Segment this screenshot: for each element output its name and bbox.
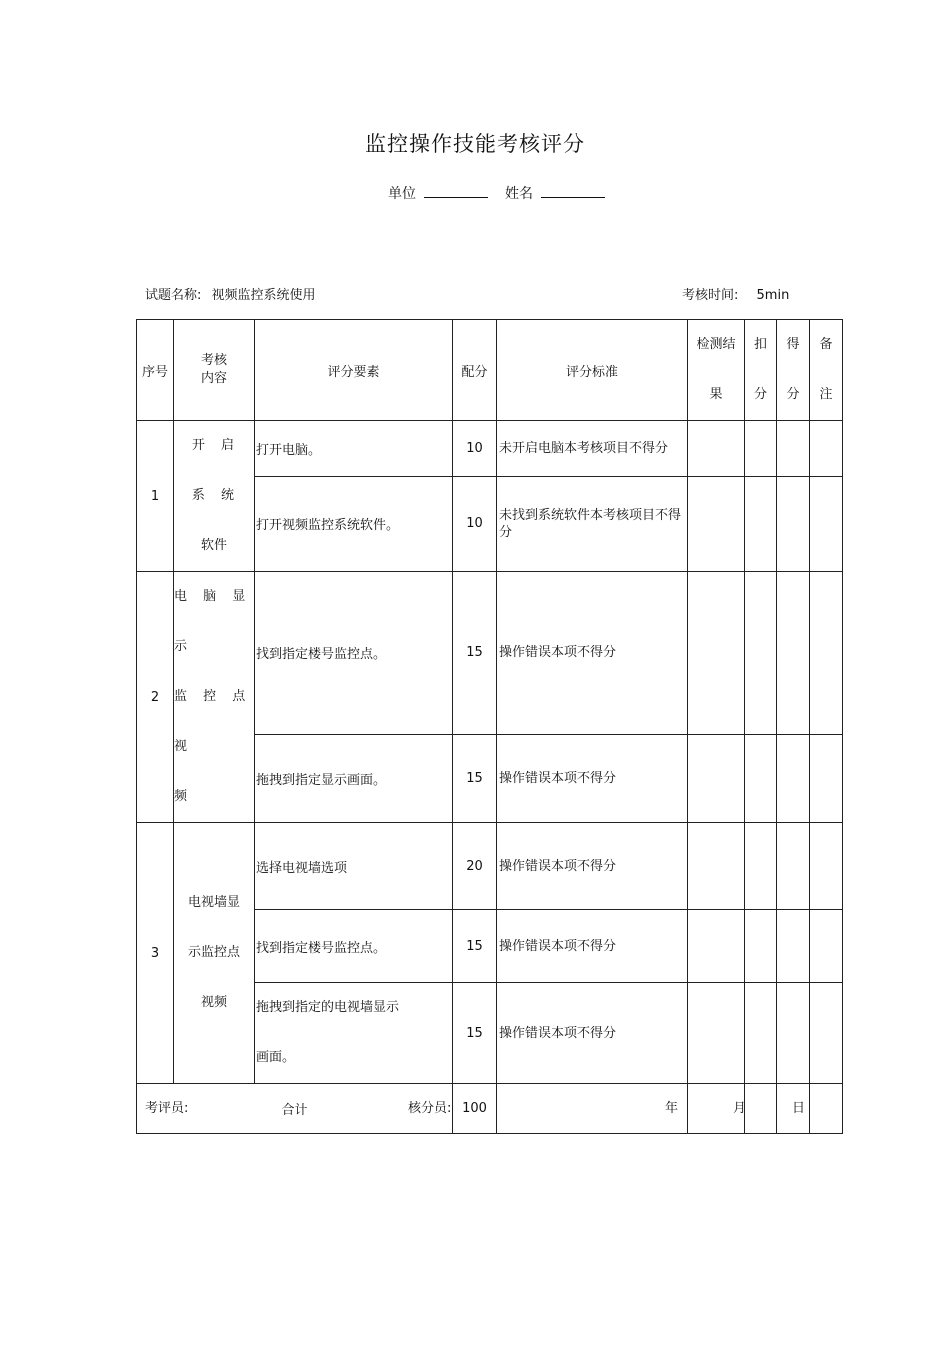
checker-label: 核分员: [408,1101,452,1116]
cell-remark[interactable] [810,572,843,735]
row-element: 选择电视墙选项 [255,823,453,910]
unit-field [388,183,488,203]
row-element: 打开视频监控系统软件。 [255,476,453,572]
name-blank[interactable] [541,183,605,198]
exam-name [145,284,316,303]
group-seq: 1 [137,421,174,572]
cell-deduct[interactable] [745,572,777,735]
header-standard: 评分标准 [497,320,688,421]
group-content-line: 开 启 系 统 [191,438,241,503]
header-remark-line: 注 [819,387,833,402]
header-remark-line: 备 [819,337,833,352]
header-score [777,320,810,421]
row-element: 拖拽到指定显示画面。 [255,734,453,822]
cell-remark[interactable] [810,1084,843,1134]
group-content-line: 视频 [200,995,227,1010]
cell-deduct[interactable] [745,734,777,822]
header-score-line: 分 [786,387,800,402]
row-standard: 操作错误本项不得分 [497,734,688,822]
evaluator-label: 考评员: [145,1101,189,1116]
header-content [174,320,255,421]
unit-blank[interactable] [424,183,488,198]
row-element-line: 拖拽到指定的电视墙显示 [256,1000,400,1015]
exam-time-label: 考核时间: [682,288,739,303]
group-content-line: 软件 [200,538,227,553]
cell-score[interactable] [777,910,810,983]
row-element: 找到指定楼号监控点。 [255,572,453,735]
row-points: 10 [453,476,497,572]
total-standard [497,1084,688,1134]
row-standard: 操作错误本项不得分 [497,983,688,1084]
row-standard: 操作错误本项不得分 [497,823,688,910]
row-points: 15 [453,734,497,822]
cell-remark[interactable] [810,983,843,1084]
row-standard: 未开启电脑本考核项目不得分 [497,421,688,477]
name-field [505,183,605,203]
exam-time [682,284,789,303]
cell-remark[interactable] [810,476,843,572]
cell-score[interactable] [777,734,810,822]
row-element: 找到指定楼号监控点。 [255,910,453,983]
row-points: 15 [453,910,497,983]
table-row [137,823,843,910]
group-content-line: 监 控 点 视 [174,689,252,754]
row-element-line: 画面。 [256,1050,296,1065]
exam-name-value: 视频监控系统使用 [211,288,316,303]
cell-score[interactable] [777,572,810,735]
row-points: 15 [453,572,497,735]
group-content [174,421,255,572]
exam-time-value: 5min [756,288,790,303]
cell-deduct[interactable] [745,983,777,1084]
header-detect-line: 果 [709,387,723,402]
cell-detect[interactable] [688,823,745,910]
group-content-line: 电 脑 显 示 [174,589,252,654]
cell-score[interactable] [777,421,810,477]
row-standard: 未找到系统软件本考核项目不得分 [497,476,688,572]
group-content-line: 频 [174,789,188,804]
group-content [174,823,255,1084]
table-row [137,572,843,735]
header-remark [810,320,843,421]
row-element: 打开电脑。 [255,421,453,477]
group-content-line: 示监控点 [187,945,240,960]
header-deduct-line: 扣 [753,337,767,352]
cell-score[interactable] [777,983,810,1084]
group-seq: 3 [137,823,174,1084]
cell-remark[interactable] [810,910,843,983]
header-deduct-line: 分 [753,387,767,402]
row-element [255,983,453,1084]
cell-deduct[interactable] [745,910,777,983]
header-content-line: 内容 [200,371,227,386]
cell-deduct[interactable] [745,1084,777,1134]
header-content-line: 考核 [200,353,227,368]
page-title: 监控操作技能考核评分 [365,132,585,156]
group-content [174,572,255,823]
year-label: 年 [665,1101,679,1116]
row-points: 10 [453,421,497,477]
header-row [137,320,843,421]
table-row [137,421,843,477]
header-detect [688,320,745,421]
header-deduct [745,320,777,421]
header-element: 评分要素 [255,320,453,421]
cell-remark[interactable] [810,421,843,477]
row-points: 20 [453,823,497,910]
name-label: 姓名 [505,186,533,202]
cell-detect[interactable] [688,910,745,983]
group-seq: 2 [137,572,174,823]
cell-detect[interactable] [688,572,745,735]
cell-detect[interactable] [688,734,745,822]
row-points: 15 [453,983,497,1084]
header-score-line: 得 [786,337,800,352]
total-label: 合计 [137,1084,453,1134]
cell-deduct[interactable] [745,421,777,477]
cell-remark[interactable] [810,734,843,822]
cell-deduct[interactable] [745,476,777,572]
day-label: 日 [792,1101,806,1116]
cell-score[interactable] [777,476,810,572]
group-content-line: 电视墙显 [187,895,240,910]
month-label: 月 [733,1101,747,1116]
header-points: 配分 [453,320,497,421]
cell-deduct[interactable] [745,823,777,910]
cell-score[interactable] [777,823,810,910]
row-standard: 操作错误本项不得分 [497,572,688,735]
cell-detect[interactable] [688,476,745,572]
total-points: 100 [453,1084,497,1134]
row-standard: 操作错误本项不得分 [497,910,688,983]
cell-remark[interactable] [810,823,843,910]
header-seq: 序号 [137,320,174,421]
cell-detect[interactable] [688,983,745,1084]
cell-detect[interactable] [688,421,745,477]
unit-label: 单位 [388,186,416,202]
score-table [136,319,843,1134]
exam-name-label: 试题名称: [145,288,202,303]
header-detect-line: 检测结 [696,337,736,352]
